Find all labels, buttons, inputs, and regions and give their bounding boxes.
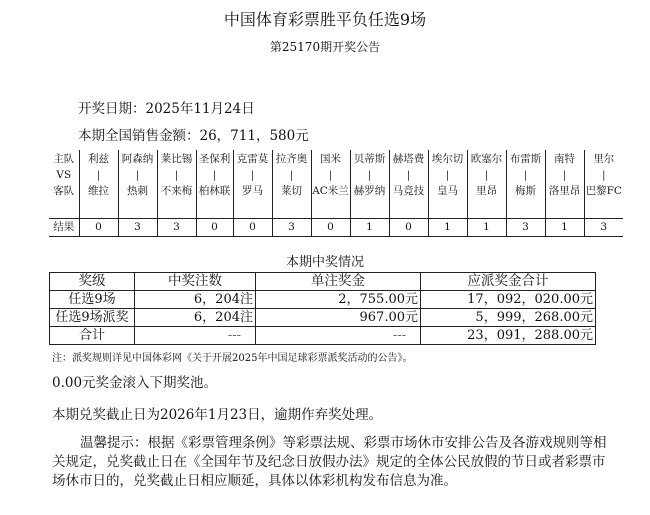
match-cell (467, 150, 506, 219)
away-label: 客队 (53, 185, 75, 197)
match-cell (272, 150, 311, 219)
match-result: 0 (79, 219, 118, 237)
home-team: 贝蒂斯 (353, 153, 386, 165)
match-cell (79, 150, 118, 219)
home-team: 欧塞尔 (470, 153, 503, 165)
section-title: 本期中奖情况 (285, 255, 364, 270)
match-result: 1 (350, 219, 389, 237)
prize-total: 5，999，268.00元 (421, 309, 596, 327)
page-title: 中国体育彩票胜平负任选9场 (223, 10, 427, 29)
match-result: 1 (428, 219, 467, 237)
match-result: 0 (233, 219, 272, 237)
prize-level: 任选9场 (50, 291, 135, 309)
vs-separator: | (96, 169, 101, 181)
footnote: 注：派奖规则详见中国体彩网《关于开展2025年中国足球彩票派奖活动的公告》。 (52, 353, 413, 364)
claim-deadline: 本期兑奖截止日为2026年1月23日，逾期作弃奖处理。 (52, 407, 383, 423)
prize-unit: 2，755.00元 (256, 291, 421, 309)
match-result: 1 (545, 219, 584, 237)
match-cell (233, 150, 272, 219)
match-cell (118, 150, 157, 219)
vs-separator: | (601, 169, 606, 181)
prize-table (49, 272, 596, 345)
vs-separator: | (135, 169, 140, 181)
match-result: 0 (389, 219, 428, 237)
col-header-level: 奖级 (50, 273, 135, 291)
prize-total: 23，091，288.00元 (421, 327, 596, 345)
match-cell (545, 150, 584, 219)
match-result: 0 (196, 219, 233, 237)
vs-separator: | (484, 169, 489, 181)
match-cell (389, 150, 428, 219)
home-team: 布雷斯 (509, 153, 542, 165)
prize-row (50, 291, 596, 309)
prize-total-row (50, 327, 596, 345)
prize-unit: --- (256, 327, 421, 345)
vs-label: VS (56, 169, 72, 181)
match-cell (157, 150, 196, 219)
prize-count: 6，204注 (135, 291, 256, 309)
prize-count: --- (135, 327, 256, 345)
away-team: 巴黎FC (585, 185, 622, 197)
home-team: 赫塔费 (392, 153, 425, 165)
vs-separator: | (212, 169, 217, 181)
away-team: 赫罗纳 (353, 185, 386, 197)
match-result: 3 (506, 219, 545, 237)
label-cell (49, 150, 79, 219)
col-header-unit: 单注奖金 (256, 273, 421, 291)
vs-separator: | (523, 169, 528, 181)
vs-separator: | (367, 169, 372, 181)
home-team: 里尔 (593, 153, 615, 165)
prize-header-row (50, 273, 596, 291)
away-team: 洛里昂 (548, 185, 581, 197)
vs-separator: | (562, 169, 567, 181)
sales-amount: 本期全国销售金额：26，711，580元 (78, 128, 309, 144)
away-team: 柏林联 (198, 185, 231, 197)
match-result: 1 (467, 219, 506, 237)
reminder-text: 温馨提示：根据《彩票管理条例》等彩票法规、彩票市场休市安排公告及各游戏规则等相关规定，兑奖截止日在《全国年节及纪念日放假办法》规定的全体公民放假的节日或者彩票市场休市日的，兑奖截止日相应顺延，具体以体彩机构发布信息为准。 (52, 435, 607, 489)
home-team: 利兹 (88, 153, 109, 165)
issue-number: 第25170期开奖公告 (269, 40, 381, 54)
away-team: 维拉 (88, 185, 109, 197)
match-result: 3 (157, 219, 196, 237)
result-label: 结果 (49, 219, 79, 237)
home-team: 拉齐奥 (275, 153, 308, 165)
match-table (49, 150, 623, 237)
vs-separator: | (289, 169, 294, 181)
match-cell (311, 150, 350, 219)
match-cell (428, 150, 467, 219)
match-cell (584, 150, 623, 219)
match-result: 3 (118, 219, 157, 237)
col-header-total: 应派奖金合计 (421, 273, 596, 291)
away-team: 皇马 (437, 185, 458, 197)
prize-unit: 967.00元 (256, 309, 421, 327)
away-team: 梅斯 (515, 185, 536, 197)
vs-separator: | (174, 169, 179, 181)
match-result: 3 (272, 219, 311, 237)
vs-separator: | (250, 169, 255, 181)
away-team: 不来梅 (160, 185, 193, 197)
match-result: 3 (584, 219, 623, 237)
home-team: 国米 (320, 153, 341, 165)
vs-separator: | (445, 169, 450, 181)
away-team: 里昂 (476, 185, 497, 197)
home-team: 莱比锡 (160, 153, 193, 165)
match-cell (506, 150, 545, 219)
match-cell (196, 150, 233, 219)
vs-separator: | (328, 169, 333, 181)
match-cell (350, 150, 389, 219)
home-label: 主队 (53, 153, 75, 165)
home-team: 南特 (554, 153, 575, 165)
away-team: 莱切 (281, 185, 302, 197)
home-team: 克雷莫 (236, 153, 269, 165)
prize-level: 合计 (50, 327, 135, 345)
home-team: 阿森纳 (121, 153, 154, 165)
match-teams-row (49, 150, 623, 219)
home-team: 埃尔切 (431, 153, 464, 165)
match-result: 0 (311, 219, 350, 237)
home-team: 圣保利 (198, 153, 231, 165)
pool-rollover: 0.00元奖金滚入下期奖池。 (52, 375, 218, 391)
prize-count: 6，204注 (135, 309, 256, 327)
away-team: 马竞技 (392, 185, 425, 197)
vs-separator: | (406, 169, 411, 181)
away-team: 罗马 (242, 185, 263, 197)
prize-total: 17，092，020.00元 (421, 291, 596, 309)
prize-level: 任选9场派奖 (50, 309, 135, 327)
match-result-row (49, 219, 623, 237)
away-team: AC米兰 (312, 185, 349, 197)
col-header-count: 中奖注数 (135, 273, 256, 291)
prize-row (50, 309, 596, 327)
away-team: 热刺 (127, 185, 148, 197)
draw-date: 开奖日期：2025年11月24日 (78, 101, 255, 117)
